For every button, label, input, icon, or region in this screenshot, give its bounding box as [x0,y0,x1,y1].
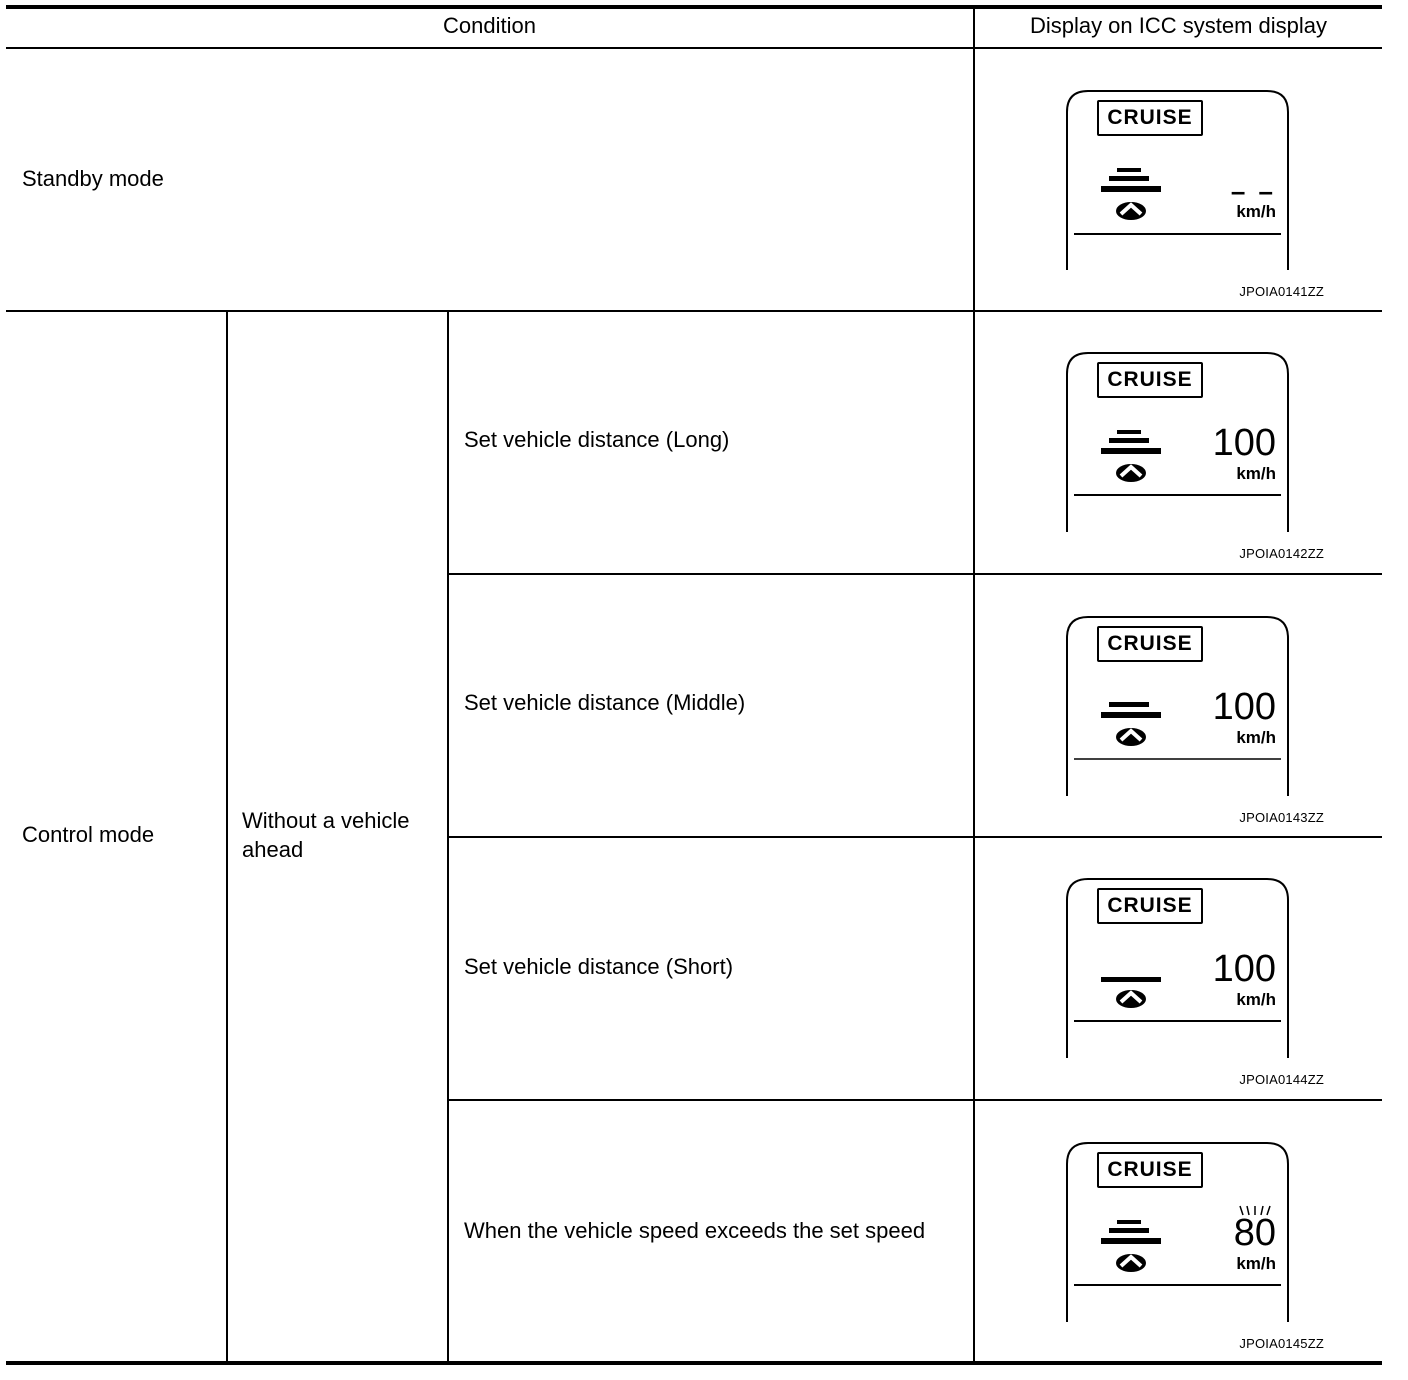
icc-display-short [1066,878,1324,1087]
column-divider-mode [226,311,228,1363]
set-speed: 100 [1212,686,1276,728]
distance-icon [1099,1217,1179,1277]
icc-display-standby [1066,90,1324,299]
condition-short: Set vehicle distance (Short) [464,954,734,979]
cruise-badge: CRUISE [1097,888,1203,924]
speed-unit: km/h [1236,990,1276,1009]
condition-exceeds: When the vehicle speed exceeds the set speed [464,1218,926,1243]
table-bottom-rule [6,1361,1382,1365]
set-speed: 100 [1212,948,1276,990]
condition-long: Set vehicle distance (Long) [464,427,730,452]
icc-display-middle [1066,616,1324,825]
figure-code: JPOIA0145ZZ [1239,1336,1324,1351]
without-vehicle-label [242,806,438,864]
figure-code: JPOIA0141ZZ [1239,284,1324,299]
speed-unit: km/h [1236,1254,1276,1273]
cruise-badge: CRUISE [1097,362,1203,398]
condition-middle: Set vehicle distance (Middle) [464,690,746,715]
standby-mode-label: Standby mode [22,166,164,191]
cruise-badge: CRUISE [1097,1152,1203,1188]
control-mode-label: Control mode [22,822,155,847]
set-speed: 100 [1212,422,1276,464]
table-top-rule [6,5,1382,9]
cruise-badge: CRUISE [1097,626,1203,662]
figure-code: JPOIA0144ZZ [1239,1072,1324,1087]
icc-display-long [1066,352,1324,561]
figure-code: JPOIA0142ZZ [1239,546,1324,561]
header-condition: Condition [443,13,536,38]
icc-display-exceeds [1066,1142,1324,1351]
row-rule-middle [448,836,1382,838]
row-rule-long [448,573,1382,575]
figure-code: JPOIA0143ZZ [1239,810,1324,825]
distance-icon [1099,953,1179,1013]
speed-unit: km/h [1236,464,1276,483]
current-speed: 80 [1233,1212,1276,1254]
column-divider-sub [447,311,449,1363]
column-divider-display [973,7,975,1363]
cruise-badge: CRUISE [1097,100,1203,136]
distance-icon [1099,165,1179,225]
speed-dashes: – – [1230,176,1276,206]
row-rule-short [448,1099,1382,1101]
header-rule [6,47,1382,49]
distance-icon [1099,691,1179,751]
speed-unit: km/h [1236,728,1276,747]
speed-unit: km/h [1236,202,1276,221]
without-vehicle-text: Without a vehicle ahead [242,808,410,862]
header-display: Display on ICC system display [1029,13,1328,38]
row-rule-standby [6,310,1382,312]
distance-icon [1099,427,1179,487]
